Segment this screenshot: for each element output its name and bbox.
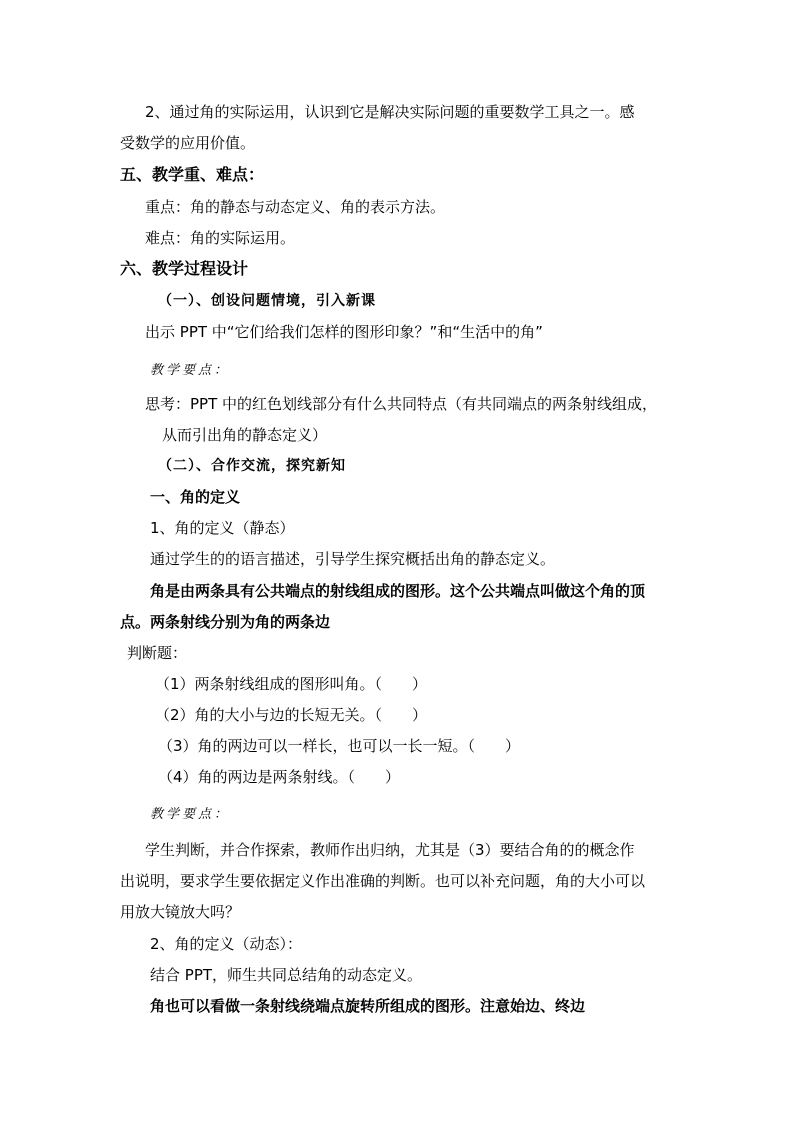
part-1-heading: （一）、创设问题情境，引入新课 <box>158 293 376 309</box>
question-3: （3）角的两边可以一样长，也可以一长一短。（ ） <box>158 737 521 755</box>
question-4: （4）角的两边是两条射线。（ ） <box>158 768 401 786</box>
difficult-points: 难点：角的实际运用。 <box>145 229 296 247</box>
part-2-heading: （二）、合作交流，探究新知 <box>158 458 346 474</box>
static-definition-title: 1、角的定义（静态） <box>150 519 295 537</box>
explanation-line-1: 学生判断，并合作探索，教师作出归纳，尤其是（3）要结合角的的概念作 <box>145 841 635 859</box>
dynamic-definition-desc: 结合 PPT，师生共同总结角的动态定义。 <box>150 966 423 984</box>
think-line-2: 从而引出角的静态定义） <box>162 426 328 444</box>
definition-heading: 一、角的定义 <box>150 488 241 506</box>
dynamic-definition-bold: 角也可以看做一条射线绕端点旋转所组成的图形。注意始边、终边 <box>150 997 586 1015</box>
question-2: （2）角的大小与边的长短无关。（ ） <box>155 706 428 724</box>
key-points: 重点：角的静态与动态定义、角的表示方法。 <box>145 198 446 216</box>
explanation-line-2: 出说明，要求学生要依据定义作出准确的判断。也可以补充问题，角的大小可以 <box>120 872 646 890</box>
dynamic-definition-title: 2、角的定义（动态）： <box>150 935 303 953</box>
judgement-heading: 判断题： <box>127 644 188 662</box>
goal-2-line-1: 2、通过角的实际运用，认识到它是解决实际问题的重要数学工具之一。感 <box>145 103 635 121</box>
static-definition-bold-1: 角是由两条具有公共端点的射线组成的图形。这个公共端点叫做这个角的顶 <box>150 582 646 600</box>
section-5-heading: 五、教学重、难点： <box>120 165 265 184</box>
static-definition-desc: 通过学生的的语言描述，引导学生探究概括出角的静态定义。 <box>150 550 556 568</box>
teaching-note-1: 教学要点： <box>150 363 231 378</box>
explanation-line-3: 用放大镜放大吗？ <box>120 903 241 921</box>
section-6-heading: 六、教学过程设计 <box>120 259 249 278</box>
question-1: （1）两条射线组成的图形叫角。（ ） <box>155 675 428 693</box>
think-line-1: 思考：PPT 中的红色划线部分有什么共同特点（有共同端点的两条射线组成， <box>145 395 658 413</box>
goal-2-line-2: 受数学的应用价值。 <box>120 134 256 152</box>
ppt-instruction: 出示 PPT 中“它们给我们怎样的图形印象？”和“生活中的角” <box>145 323 543 341</box>
teaching-note-2: 教学要点： <box>150 807 231 822</box>
static-definition-bold-2: 点。两条射线分别为角的两条边 <box>120 613 331 631</box>
